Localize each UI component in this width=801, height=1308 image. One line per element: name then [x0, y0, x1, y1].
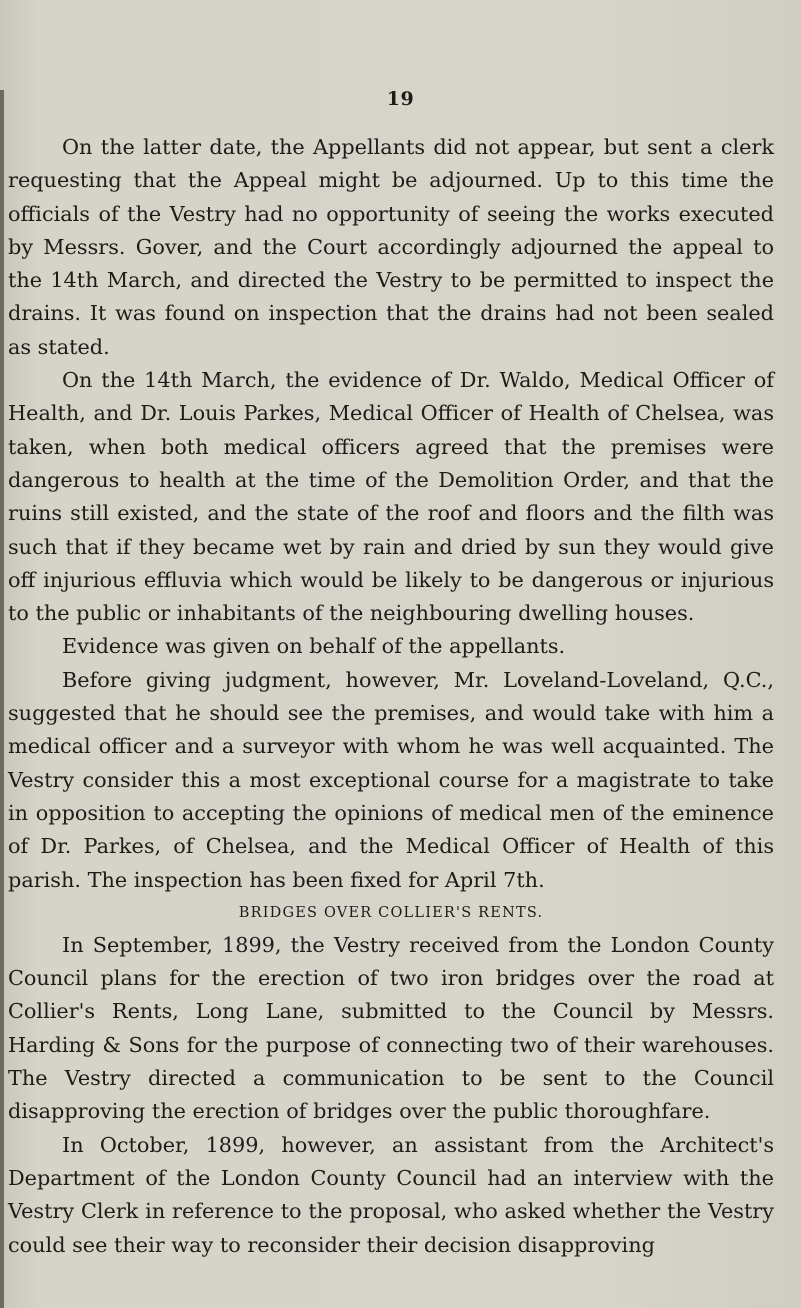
paragraph-appeal-adjourned: On the latter date, the Appellants did not appear, but sent a clerk requesting that the Appeal might be adjourned. Up to this time the officials of the Vestry had no opportunity of seeing the works executed by Messrs. Gover, and the Court accordingly adjourned the appeal to the 14th March, and directed the Vestry to be permitted to inspect the drains. It was found on inspection that the drains had not been sealed as stated. — [8, 135, 774, 359]
page-edge-shadow — [0, 90, 4, 1308]
paragraph-medical-evidence: On the 14th March, the evidence of Dr. Waldo, Medical Officer of Health, and Dr. Louis Parkes, Medical Officer of Health of Chelsea, was taken, when both medical officers agreed that the premises were dangerous to health at the time of the Demolition Order, and that the ruins still existed, and the state of the roof and floors and the filth was such that if they became wet by rain and dried by sun they would give off injurious effluvia which would be likely to be dangerous or injurious to the public or inhabitants of the neighbouring dwelling houses. — [8, 368, 774, 626]
section-heading: BRIDGES OVER COLLIER'S RENTS. — [238, 904, 544, 921]
paragraph-appellants-evidence: Evidence was given on behalf of the appellants. — [62, 634, 566, 659]
paragraph-architect-interview: In October, 1899, however, an assistant from the Architect's Department of the London County Council had an interview with the Vestry Clerk in reference to the proposal, who asked whether the Vestry could see their way to reconsider their decision disapproving — [8, 1132, 774, 1257]
body-text — [8, 131, 774, 1262]
paragraph-bridges-plans: In September, 1899, the Vestry received from the London County Council plans for the erection of two iron bridges over the road at Collier's Rents, Long Lane, submitted to the Council by Messrs. Harding & Sons for the purpose of connecting two of their warehouses. The Vestry directed a communication to be sent to the Council disapproving the erection of bridges over the public thoroughfare. — [8, 932, 774, 1124]
page-number: 19 — [386, 88, 415, 110]
paragraph-judgment-inspection: Before giving judgment, however, Mr. Loveland-Loveland, Q.C., suggested that he should see the premises, and would take with him a medical officer and a surveyor with whom he was well acquainted. The Vestry consider this a most exceptional course for a magistrate to take in opposition to accepting the opinions of medical men of the eminence of Dr. Parkes, of Chelsea, and the Medical Officer of Health of this parish. The inspection has been fixed for April 7th. — [8, 667, 774, 892]
